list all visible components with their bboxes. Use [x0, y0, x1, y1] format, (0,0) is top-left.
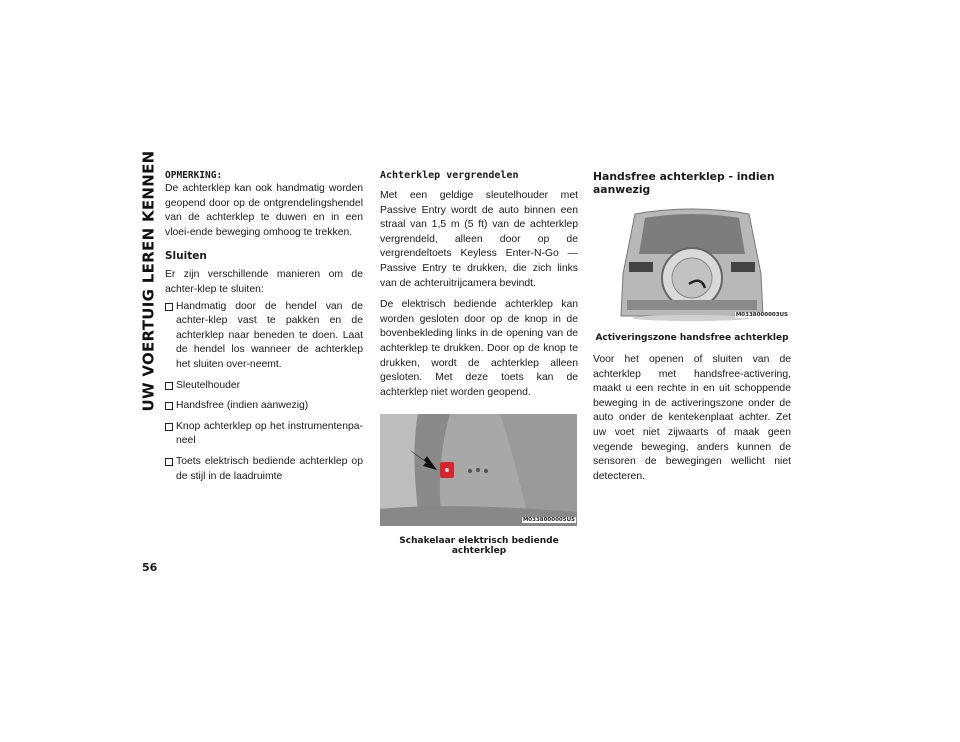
list-item-text: Handmatig door de hendel van de achter-klep vast te pakken en de achterklep naar beneden te doen. Laat de hendel los wanneer de achterklep het sluiten over-neemt. — [176, 300, 363, 370]
checkbox-bullet-icon — [165, 303, 173, 311]
checkbox-bullet-icon — [165, 402, 173, 410]
note-label: OPMERKING: — [165, 170, 223, 181]
list-item — [165, 399, 363, 414]
handsfree-heading: Handsfree achterklep - indien aanwezig — [593, 170, 775, 196]
figure-caption: Activeringszone handsfree achterklep — [595, 333, 789, 343]
list-item — [165, 420, 363, 449]
column-middle — [380, 170, 578, 556]
note-text: De achterklep kan ook handmatig worden geopend door op de ontgrendelingshendel van de achterklep te duwen en in een vloei-ende beweging omhoog te trekken. — [165, 183, 363, 238]
column-left — [165, 170, 363, 484]
chapter-title: UW VOERTUIG LEREN KENNEN — [140, 150, 158, 412]
list-item-text: Handsfree (indien aanwezig) — [176, 400, 309, 412]
closing-heading: Sluiten — [165, 250, 207, 263]
checkbox-bullet-icon — [165, 382, 173, 390]
figure-liftgate-switch — [380, 414, 578, 556]
checkbox-bullet-icon — [165, 423, 173, 431]
list-item-text: Toets elektrisch bediende achterklep op de stijl in de laadruimte — [176, 455, 363, 482]
chapter-side-tab — [140, 150, 158, 412]
closing-intro: Er zijn verschillende manieren om de achter-klep te sluiten: — [165, 269, 363, 295]
figure-caption: Schakelaar elektrisch bediende achterklep — [399, 536, 559, 557]
page-number: 56 — [142, 561, 158, 574]
vehicle-rear-illustration — [593, 204, 791, 322]
lock-paragraph-1: Met een geldige sleutelhouder met Passive Entry wordt de auto binnen een straal van 1,5 m (5 ft) van de achterklep vergrendeld, alleen door op de vergrendeltoets Keyless Enter-N-Go —Passive Entry te drukken, die zich links van de achteruitrijcamera bevindt. — [380, 190, 578, 289]
list-item-text: Knop achterklep op het instrumentenpa-neel — [176, 420, 363, 447]
column-right — [593, 170, 791, 484]
list-item — [165, 379, 363, 394]
lock-heading: Achterklep vergrendelen — [380, 170, 519, 181]
closing-methods-list — [165, 300, 363, 485]
list-item — [165, 455, 363, 484]
liftgate-switch-illustration — [380, 414, 577, 526]
checkbox-bullet-icon — [165, 458, 173, 466]
figure-code: M0338000003US — [735, 312, 788, 318]
list-item — [165, 300, 363, 373]
list-item-text: Sleutelhouder — [176, 379, 241, 391]
figure-code: M0338000005US — [522, 517, 575, 524]
lock-paragraph-2: De elektrisch bediende achterklep kan worden gesloten door op de knop in de bovenbekleding links in de opening van de achterklep te drukken. Door op de knop te drukken, wordt de achterklep alleen gesloten. Met deze toets kan de achterklep niet worden geopend. — [380, 299, 578, 398]
figure-activation-zone — [593, 204, 791, 343]
handsfree-paragraph: Voor het openen of sluiten van de achterklep met handsfree-activering, maakt u een rechte in en uit schoppende beweging in de activeringszone onder de auto onder de kentekenplaat achter. Zet uw voet niet zijwaarts of maak geen vegende beweging, anders kunnen de sensoren de bewegingen wellicht niet detecteren. — [593, 354, 791, 482]
